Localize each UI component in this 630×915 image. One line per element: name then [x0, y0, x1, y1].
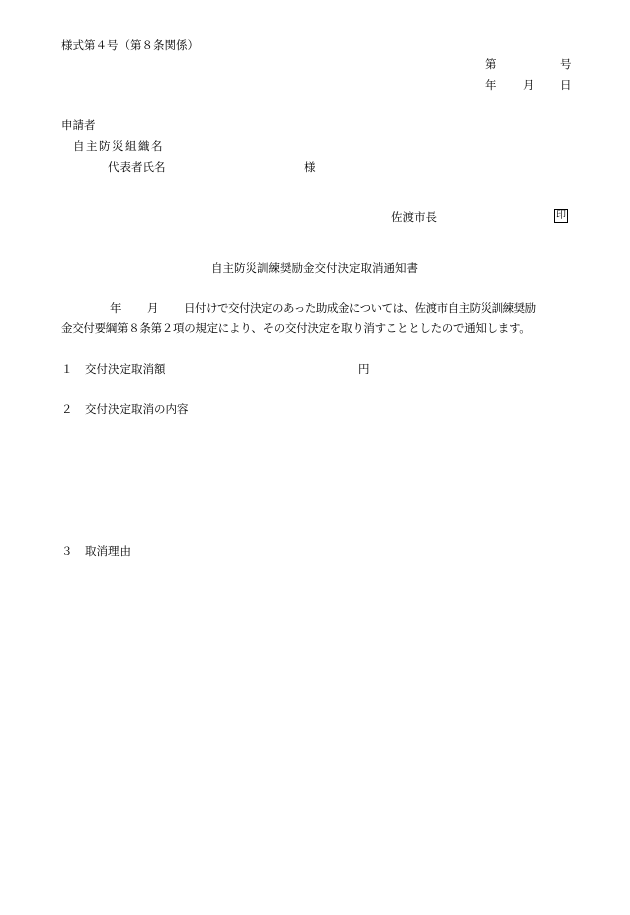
body-line1: 日付けで交付決定のあった助成金については、佐渡市自主防災訓練奨励 [184, 301, 536, 315]
representative-label: 代表者氏名 [108, 160, 166, 174]
date-year: 年 [485, 78, 497, 92]
body-line2: 金交付要綱第８条第２項の規定により、その交付決定を取り消すこととしたので通知します。 [61, 321, 531, 335]
applicant-heading: 申請者 [61, 118, 96, 132]
form-label: 様式第４号（第８条関係） [61, 38, 199, 52]
body-year: 年 [110, 301, 122, 315]
item-3-label: 取消理由 [85, 544, 131, 558]
date-day: 日 [560, 78, 572, 92]
org-name-label: 自主防災組織名 [73, 139, 164, 153]
item-2-number: ２ [61, 402, 73, 416]
honorific: 様 [304, 160, 316, 174]
document-title: 自主防災訓練奨励金交付決定取消通知書 [211, 261, 418, 275]
item-1-label: 交付決定取消額 [85, 362, 166, 376]
item-3-number: ３ [61, 544, 73, 558]
body-month: 月 [147, 301, 159, 315]
item-1-number: １ [61, 362, 73, 376]
doc-number-suffix: 号 [560, 57, 572, 71]
item-2-label: 交付決定取消の内容 [85, 402, 189, 416]
item-1-unit: 円 [358, 362, 370, 376]
doc-number-prefix: 第 [485, 57, 497, 71]
date-month: 月 [523, 78, 535, 92]
issuer-name: 佐渡市長 [391, 210, 437, 224]
seal-mark: 印 [556, 210, 566, 221]
